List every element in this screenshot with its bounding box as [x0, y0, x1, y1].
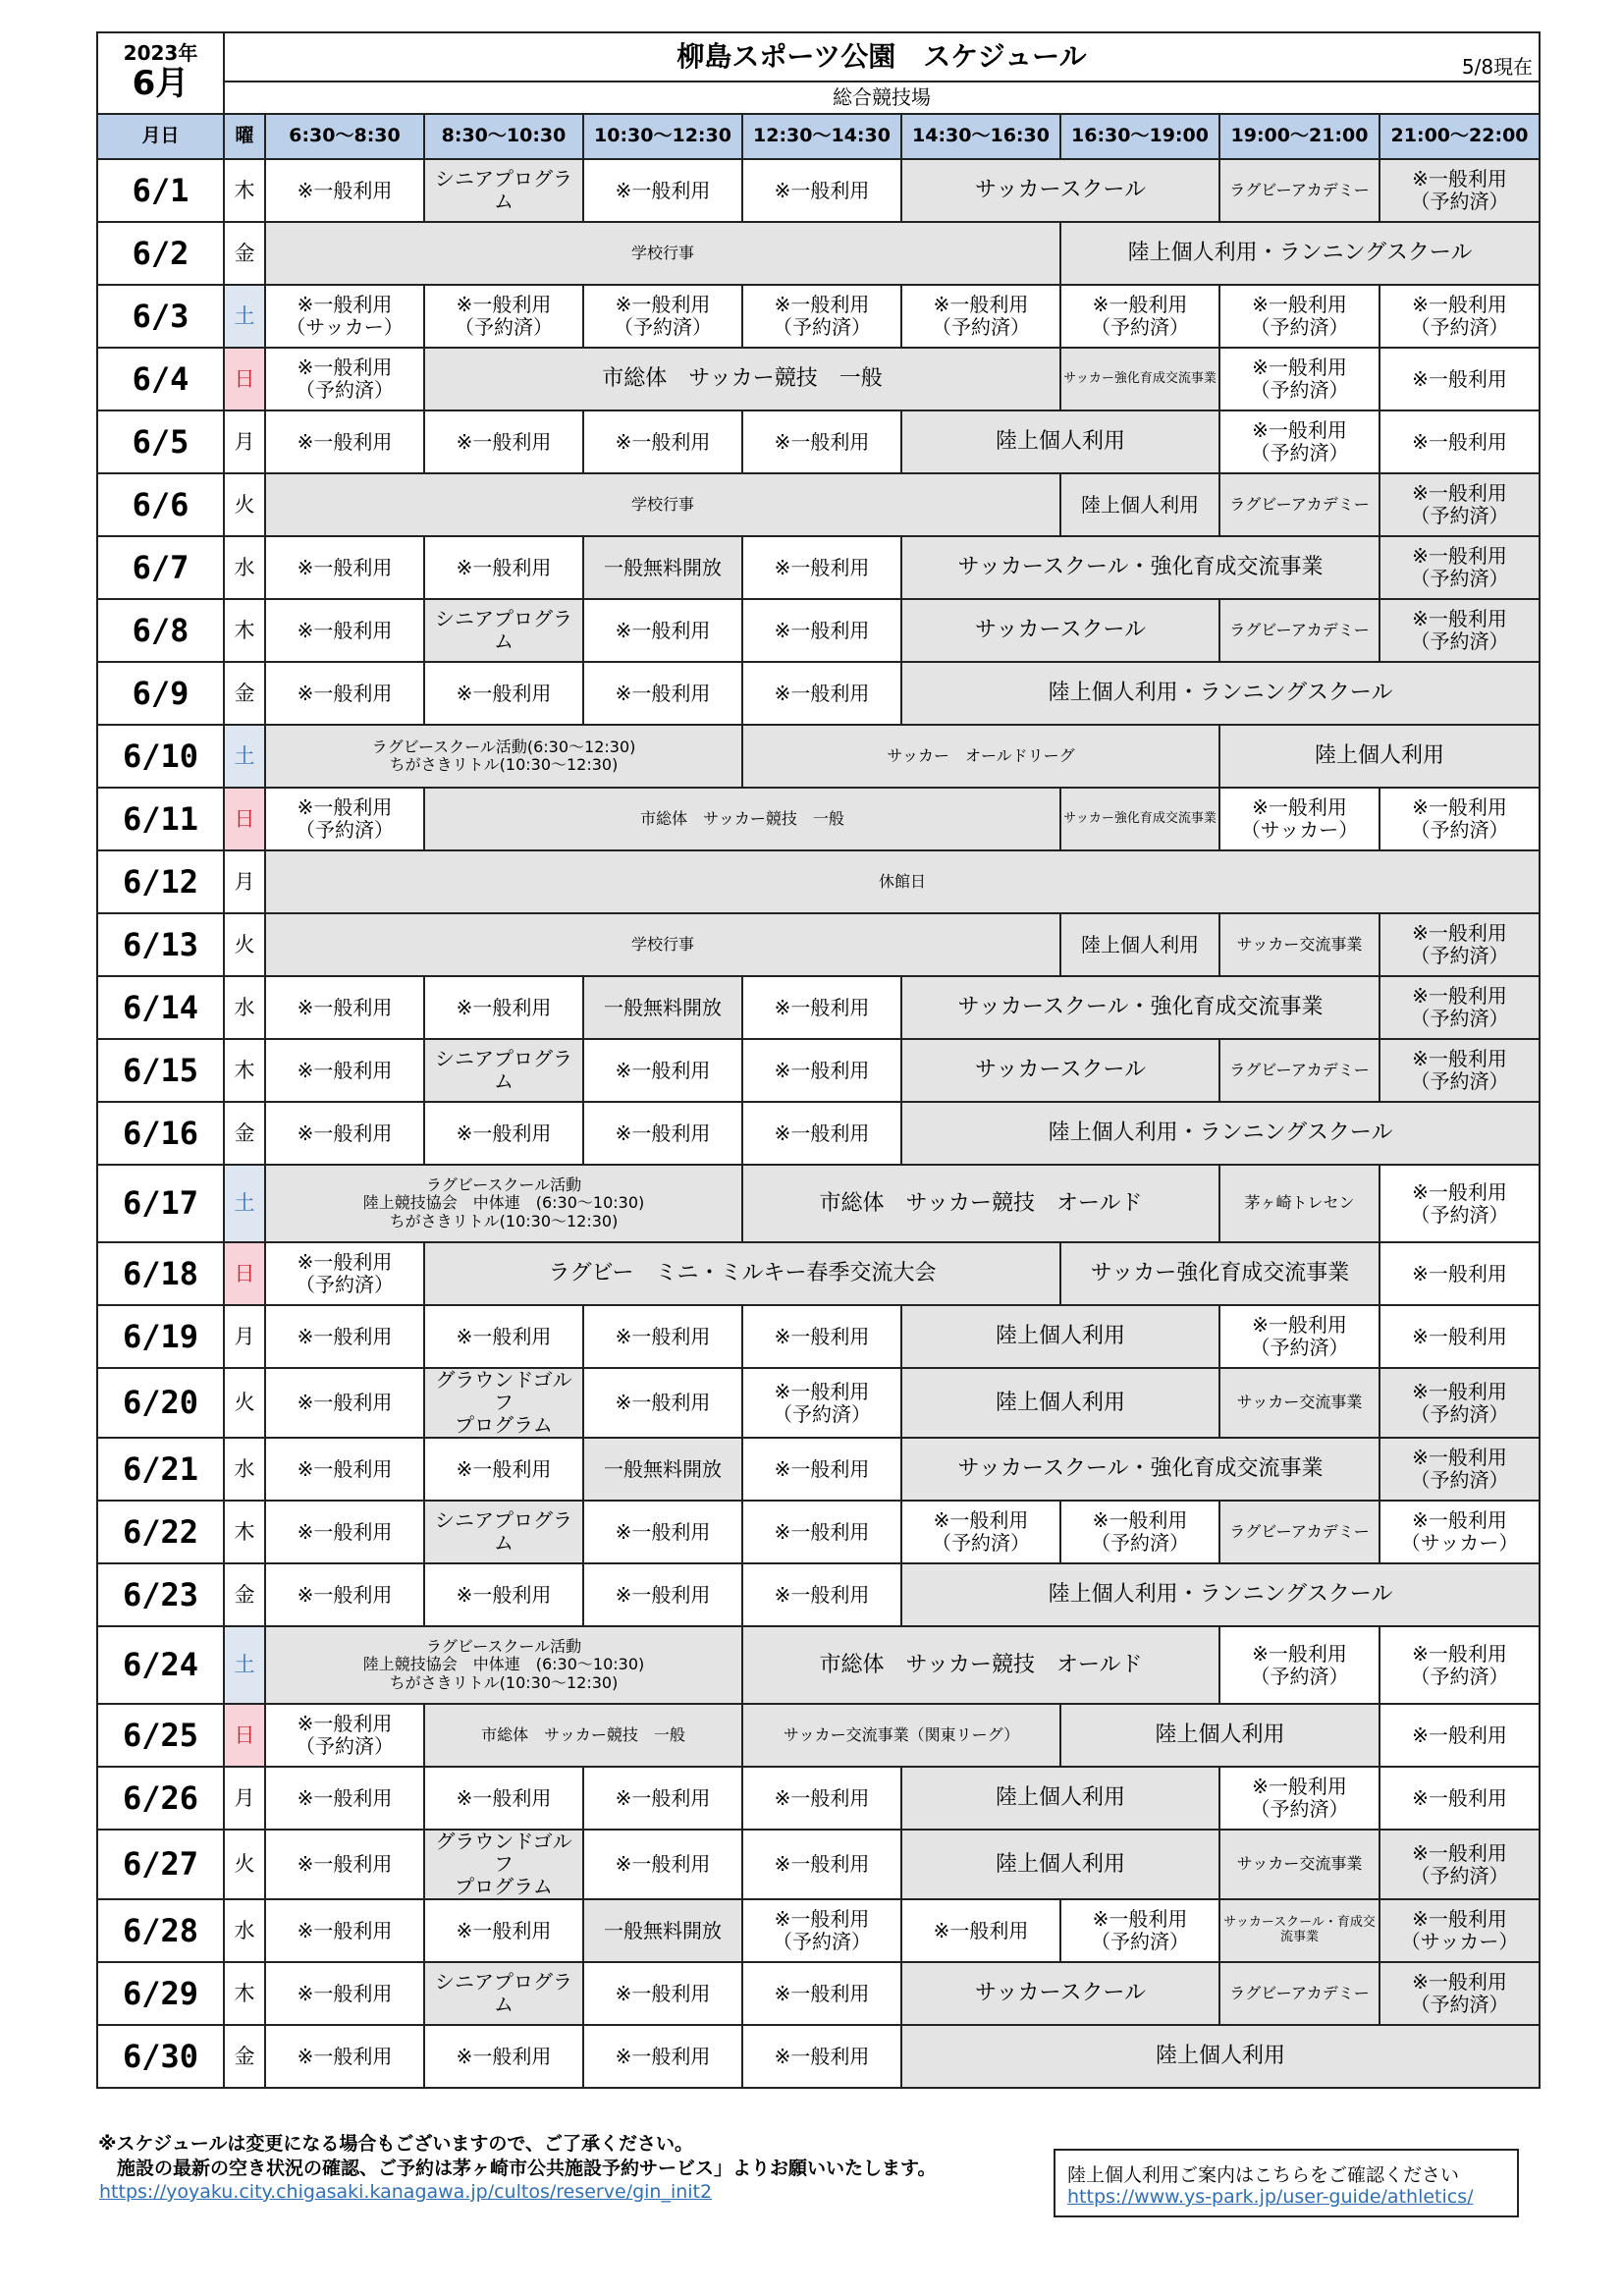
- slot-cell: ※一般利用: [583, 159, 742, 222]
- slot-cell: ※一般利用 （サッカー）: [1380, 1899, 1540, 1962]
- year-label: 2023年: [123, 41, 198, 66]
- weekday-cell: 土: [224, 285, 265, 348]
- slot-cell: ※一般利用 （予約済）: [1060, 285, 1219, 348]
- slot-cell: ラグビーアカデミー: [1219, 599, 1380, 662]
- column-header: 月日: [97, 114, 224, 159]
- schedule-row: [97, 788, 1540, 850]
- slot-cell: ※一般利用: [424, 410, 583, 473]
- slot-cell: ※一般利用 （予約済）: [1219, 285, 1380, 348]
- slot-cell: シニアプログラム: [424, 599, 583, 662]
- schedule-row: [97, 1039, 1540, 1102]
- slot-cell: 茅ヶ崎トレセン: [1219, 1165, 1380, 1242]
- slot-cell: ※一般利用: [1380, 348, 1540, 410]
- slot-cell: ※一般利用: [583, 2025, 742, 2088]
- schedule-row: [97, 1899, 1540, 1962]
- slot-cell: サッカースクール・育成交流事業: [1219, 1899, 1380, 1962]
- weekday-cell: 水: [224, 1438, 265, 1501]
- slot-cell: ※一般利用 （予約済）: [1060, 1899, 1219, 1962]
- slot-cell: 一般無料開放: [583, 1899, 742, 1962]
- slot-cell: 陸上個人利用: [901, 410, 1219, 473]
- date-cell: 6/28: [97, 1899, 224, 1962]
- schedule-row: [97, 662, 1540, 725]
- slot-cell: サッカー交流事業: [1219, 1368, 1380, 1438]
- schedule-row: [97, 1962, 1540, 2025]
- slot-cell: ※一般利用 （予約済）: [1060, 1501, 1219, 1563]
- weekday-cell: 火: [224, 1368, 265, 1438]
- slot-cell: ※一般利用: [583, 1305, 742, 1368]
- column-header: 曜: [224, 114, 265, 159]
- slot-cell: ※一般利用: [742, 1501, 901, 1563]
- schedule-row: [97, 725, 1540, 788]
- date-cell: 6/19: [97, 1305, 224, 1368]
- date-cell: 6/30: [97, 2025, 224, 2088]
- date-cell: 6/23: [97, 1563, 224, 1626]
- weekday-cell: 木: [224, 1039, 265, 1102]
- schedule-row: [97, 348, 1540, 410]
- slot-cell: ラグビーアカデミー: [1219, 1962, 1380, 2025]
- slot-cell: ラグビースクール活動 陸上競技協会 中体連 (6:30～10:30) ちがさきリトル(10:30～12:30): [265, 1626, 742, 1704]
- slot-cell: ※一般利用: [265, 976, 424, 1039]
- slot-cell: ※一般利用: [265, 159, 424, 222]
- slot-cell: サッカースクール: [901, 159, 1219, 222]
- schedule-row: [97, 1305, 1540, 1368]
- schedule-row: [97, 2025, 1540, 2088]
- slot-cell: ※一般利用: [742, 536, 901, 599]
- slot-cell: ※一般利用: [583, 1767, 742, 1830]
- slot-cell: ※一般利用: [265, 1899, 424, 1962]
- slot-cell: ※一般利用: [424, 662, 583, 725]
- schedule-row: [97, 1501, 1540, 1563]
- slot-cell: 一般無料開放: [583, 1438, 742, 1501]
- slot-cell: ※一般利用: [583, 1102, 742, 1165]
- date-cell: 6/25: [97, 1704, 224, 1767]
- slot-cell: サッカースクール: [901, 599, 1219, 662]
- slot-cell: ※一般利用: [742, 1767, 901, 1830]
- slot-cell: 陸上個人利用: [901, 2025, 1540, 2088]
- weekday-cell: 日: [224, 788, 265, 850]
- slot-cell: ※一般利用 （予約済）: [742, 1368, 901, 1438]
- athletics-info-box: [1054, 2149, 1519, 2217]
- date-cell: 6/8: [97, 599, 224, 662]
- schedule-row: [97, 1704, 1540, 1767]
- slot-cell: ※一般利用: [742, 662, 901, 725]
- slot-cell: ※一般利用: [1380, 410, 1540, 473]
- page-title: 柳島スポーツ公園 スケジュール: [676, 39, 1087, 73]
- slot-cell: ※一般利用 （予約済）: [265, 788, 424, 850]
- slot-cell: ※一般利用: [265, 1767, 424, 1830]
- slot-cell: ※一般利用: [742, 1039, 901, 1102]
- weekday-cell: 土: [224, 1165, 265, 1242]
- slot-cell: 陸上個人利用: [1060, 1704, 1380, 1767]
- slot-cell: ※一般利用 （予約済）: [1380, 536, 1540, 599]
- date-cell: 6/10: [97, 725, 224, 788]
- slot-cell: 市総体 サッカー競技 一般: [424, 1704, 742, 1767]
- weekday-cell: 火: [224, 913, 265, 976]
- date-cell: 6/21: [97, 1438, 224, 1501]
- weekday-cell: 火: [224, 473, 265, 536]
- as-of-date: 5/8現在: [1461, 55, 1534, 79]
- slot-cell: ※一般利用: [265, 1039, 424, 1102]
- slot-cell: ※一般利用 （予約済）: [265, 348, 424, 410]
- slot-cell: サッカー強化育成交流事業: [1060, 1242, 1380, 1305]
- slot-cell: ※一般利用: [742, 1830, 901, 1899]
- slot-cell: 陸上個人利用: [1060, 473, 1219, 536]
- slot-cell: 市総体 サッカー競技 一般: [424, 348, 1060, 410]
- slot-cell: サッカースクール: [901, 1039, 1219, 1102]
- schedule-row: [97, 1767, 1540, 1830]
- slot-cell: ※一般利用: [583, 1830, 742, 1899]
- date-cell: 6/2: [97, 222, 224, 285]
- weekday-cell: 木: [224, 159, 265, 222]
- slot-cell: ※一般利用 （サッカー）: [1380, 1501, 1540, 1563]
- slot-cell: ※一般利用: [742, 410, 901, 473]
- slot-cell: サッカースクール・強化育成交流事業: [901, 1438, 1380, 1501]
- slot-cell: 陸上個人利用: [901, 1305, 1219, 1368]
- slot-cell: ※一般利用: [742, 1962, 901, 2025]
- slot-cell: ※一般利用: [742, 2025, 901, 2088]
- schedule-table: [96, 31, 1541, 2089]
- slot-cell: ※一般利用: [583, 662, 742, 725]
- slot-cell: ※一般利用: [1380, 1704, 1540, 1767]
- date-cell: 6/14: [97, 976, 224, 1039]
- slot-cell: ※一般利用: [424, 1767, 583, 1830]
- slot-cell: ※一般利用 （予約済）: [1219, 1305, 1380, 1368]
- slot-cell: ※一般利用: [424, 1102, 583, 1165]
- slot-cell: ※一般利用: [265, 1305, 424, 1368]
- slot-cell: ※一般利用: [742, 159, 901, 222]
- slot-cell: ※一般利用: [424, 1899, 583, 1962]
- schedule-row: [97, 222, 1540, 285]
- column-header: 16:30～19:00: [1060, 114, 1219, 159]
- notice-change: ※スケジュールは変更になる場合もございますので、ご了承ください。: [98, 2133, 693, 2155]
- column-header: 14:30～16:30: [901, 114, 1060, 159]
- athletics-info-text: 陸上個人利用ご案内はこちらをご確認ください: [1067, 2164, 1460, 2186]
- weekday-cell: 水: [224, 976, 265, 1039]
- slot-cell: ※一般利用 （予約済）: [1380, 159, 1540, 222]
- date-cell: 6/24: [97, 1626, 224, 1704]
- slot-cell: ラグビーアカデミー: [1219, 1039, 1380, 1102]
- slot-cell: ※一般利用 （予約済）: [1380, 1438, 1540, 1501]
- slot-cell: サッカー交流事業: [1219, 1830, 1380, 1899]
- slot-cell: サッカースクール・強化育成交流事業: [901, 536, 1380, 599]
- weekday-cell: 木: [224, 1501, 265, 1563]
- slot-cell: ※一般利用: [1380, 1767, 1540, 1830]
- slot-cell: 一般無料開放: [583, 976, 742, 1039]
- slot-cell: ※一般利用 （予約済）: [1219, 410, 1380, 473]
- weekday-cell: 月: [224, 1767, 265, 1830]
- column-header: 12:30～14:30: [742, 114, 901, 159]
- slot-cell: ※一般利用 （予約済）: [1380, 913, 1540, 976]
- slot-cell: ※一般利用 （予約済）: [901, 1501, 1060, 1563]
- column-header: 21:00～22:00: [1380, 114, 1540, 159]
- slot-cell: 陸上個人利用: [901, 1830, 1219, 1899]
- slot-cell: ※一般利用: [583, 1039, 742, 1102]
- slot-cell: ラグビーアカデミー: [1219, 159, 1380, 222]
- slot-cell: サッカー オールドリーグ: [742, 725, 1219, 788]
- slot-cell: グラウンドゴルフ プログラム: [424, 1368, 583, 1438]
- date-cell: 6/11: [97, 788, 224, 850]
- date-cell: 6/1: [97, 159, 224, 222]
- date-cell: 6/4: [97, 348, 224, 410]
- schedule-row: [97, 1563, 1540, 1626]
- schedule-row: [97, 1368, 1540, 1438]
- slot-cell: ※一般利用: [424, 1438, 583, 1501]
- weekday-cell: 月: [224, 410, 265, 473]
- schedule-row: [97, 410, 1540, 473]
- slot-cell: ※一般利用 （予約済）: [1380, 1830, 1540, 1899]
- slot-cell: ※一般利用: [583, 1501, 742, 1563]
- date-cell: 6/29: [97, 1962, 224, 2025]
- date-cell: 6/22: [97, 1501, 224, 1563]
- schedule-row: [97, 1102, 1540, 1165]
- slot-cell: 学校行事: [265, 473, 1060, 536]
- slot-cell: ※一般利用: [265, 1563, 424, 1626]
- slot-cell: 市総体 サッカー競技 オールド: [742, 1165, 1219, 1242]
- weekday-cell: 日: [224, 348, 265, 410]
- column-header: 6:30～8:30: [265, 114, 424, 159]
- slot-cell: ※一般利用: [265, 599, 424, 662]
- column-header: 19:00～21:00: [1219, 114, 1380, 159]
- schedule-row: [97, 473, 1540, 536]
- slot-cell: ラグビーアカデミー: [1219, 473, 1380, 536]
- slot-cell: ※一般利用 （予約済）: [742, 285, 901, 348]
- slot-cell: 一般無料開放: [583, 536, 742, 599]
- slot-cell: ※一般利用: [583, 1368, 742, 1438]
- slot-cell: ※一般利用: [265, 536, 424, 599]
- date-cell: 6/27: [97, 1830, 224, 1899]
- slot-cell: ※一般利用: [583, 410, 742, 473]
- slot-cell: ※一般利用 （予約済）: [1380, 1368, 1540, 1438]
- slot-cell: シニアプログラム: [424, 1039, 583, 1102]
- slot-cell: 陸上個人利用: [1060, 913, 1219, 976]
- slot-cell: ※一般利用 （予約済）: [1380, 1039, 1540, 1102]
- weekday-cell: 金: [224, 1102, 265, 1165]
- slot-cell: ※一般利用: [265, 1501, 424, 1563]
- reservation-link[interactable]: https://yoyaku.city.chigasaki.kanagawa.jp/cultos/reserve/gin_init2: [99, 2181, 713, 2203]
- weekday-cell: 土: [224, 725, 265, 788]
- column-header-row: [97, 114, 1540, 159]
- slot-cell: ※一般利用 （予約済）: [1219, 1767, 1380, 1830]
- slot-cell: サッカー強化育成交流事業: [1060, 788, 1219, 850]
- schedule-row: [97, 536, 1540, 599]
- weekday-cell: 月: [224, 850, 265, 913]
- schedule-row: [97, 285, 1540, 348]
- weekday-cell: 木: [224, 1962, 265, 2025]
- date-cell: 6/12: [97, 850, 224, 913]
- schedule-row: [97, 913, 1540, 976]
- slot-cell: ※一般利用: [742, 1102, 901, 1165]
- slot-cell: ※一般利用 （予約済）: [1380, 599, 1540, 662]
- weekday-cell: 日: [224, 1242, 265, 1305]
- slot-cell: ※一般利用: [583, 1563, 742, 1626]
- slot-cell: ※一般利用: [265, 1102, 424, 1165]
- slot-cell: ※一般利用 （予約済）: [583, 285, 742, 348]
- date-cell: 6/5: [97, 410, 224, 473]
- slot-cell: 陸上個人利用・ランニングスクール: [1060, 222, 1540, 285]
- schedule-row: [97, 976, 1540, 1039]
- year-month-cell: [97, 32, 224, 114]
- slot-cell: ※一般利用: [424, 1563, 583, 1626]
- slot-cell: ※一般利用: [265, 1830, 424, 1899]
- date-cell: 6/18: [97, 1242, 224, 1305]
- title-cell: [224, 32, 1540, 82]
- slot-cell: ※一般利用: [424, 1305, 583, 1368]
- slot-cell: ※一般利用 （予約済）: [1380, 473, 1540, 536]
- slot-cell: ※一般利用 （予約済）: [1380, 1165, 1540, 1242]
- slot-cell: ※一般利用: [1380, 1242, 1540, 1305]
- slot-cell: サッカースクール: [901, 1962, 1219, 2025]
- facility-name: 総合競技場: [224, 82, 1540, 114]
- slot-cell: サッカー交流事業（関東リーグ）: [742, 1704, 1060, 1767]
- slot-cell: ※一般利用: [742, 1438, 901, 1501]
- slot-cell: ※一般利用: [583, 1962, 742, 2025]
- slot-cell: ※一般利用 （予約済）: [1219, 348, 1380, 410]
- slot-cell: シニアプログラム: [424, 1501, 583, 1563]
- slot-cell: ラグビースクール活動(6:30～12:30) ちがさきリトル(10:30～12:30): [265, 725, 742, 788]
- slot-cell: 陸上個人利用: [901, 1368, 1219, 1438]
- slot-cell: ※一般利用: [424, 536, 583, 599]
- slot-cell: ※一般利用: [265, 2025, 424, 2088]
- slot-cell: 学校行事: [265, 913, 1060, 976]
- weekday-cell: 日: [224, 1704, 265, 1767]
- notice-reservation: 施設の最新の空き状況の確認、ご予約は茅ヶ崎市公共施設予約サービス」よりお願いいたします。: [98, 2158, 937, 2179]
- slot-cell: ※一般利用 （予約済）: [1380, 1962, 1540, 2025]
- slot-cell: 休館日: [265, 850, 1540, 913]
- slot-cell: ※一般利用 （予約済）: [1380, 788, 1540, 850]
- slot-cell: 市総体 サッカー競技 オールド: [742, 1626, 1219, 1704]
- slot-cell: 陸上個人利用: [901, 1767, 1219, 1830]
- weekday-cell: 水: [224, 536, 265, 599]
- slot-cell: 陸上個人利用・ランニングスクール: [901, 662, 1540, 725]
- date-cell: 6/9: [97, 662, 224, 725]
- slot-cell: 陸上個人利用: [1219, 725, 1540, 788]
- schedule-row: [97, 1830, 1540, 1899]
- date-cell: 6/20: [97, 1368, 224, 1438]
- slot-cell: ラグビースクール活動 陸上競技協会 中体連 (6:30～10:30) ちがさきリトル(10:30～12:30): [265, 1165, 742, 1242]
- date-cell: 6/3: [97, 285, 224, 348]
- slot-cell: サッカースクール・強化育成交流事業: [901, 976, 1380, 1039]
- slot-cell: シニアプログラム: [424, 159, 583, 222]
- slot-cell: ※一般利用: [1380, 1305, 1540, 1368]
- date-cell: 6/13: [97, 913, 224, 976]
- slot-cell: ※一般利用 （予約済）: [265, 1242, 424, 1305]
- weekday-cell: 金: [224, 662, 265, 725]
- date-cell: 6/6: [97, 473, 224, 536]
- slot-cell: ラグビー ミニ・ミルキー春季交流大会: [424, 1242, 1060, 1305]
- slot-cell: ※一般利用 （予約済）: [742, 1899, 901, 1962]
- schedule-row: [97, 1242, 1540, 1305]
- slot-cell: ※一般利用 （予約済）: [1380, 1626, 1540, 1704]
- schedule-row: [97, 1626, 1540, 1704]
- schedule-row: [97, 599, 1540, 662]
- slot-cell: ※一般利用: [265, 410, 424, 473]
- slot-cell: ラグビーアカデミー: [1219, 1501, 1380, 1563]
- slot-cell: 学校行事: [265, 222, 1060, 285]
- slot-cell: ※一般利用 （サッカー）: [265, 285, 424, 348]
- slot-cell: 陸上個人利用・ランニングスクール: [901, 1102, 1540, 1165]
- slot-cell: ※一般利用: [742, 976, 901, 1039]
- slot-cell: ※一般利用 （サッカー）: [1219, 788, 1380, 850]
- slot-cell: ※一般利用: [265, 662, 424, 725]
- slot-cell: グラウンドゴルフ プログラム: [424, 1830, 583, 1899]
- slot-cell: ※一般利用 （予約済）: [1219, 1626, 1380, 1704]
- slot-cell: ※一般利用 （予約済）: [265, 1704, 424, 1767]
- slot-cell: 市総体 サッカー競技 一般: [424, 788, 1060, 850]
- schedule-row: [97, 1165, 1540, 1242]
- weekday-cell: 金: [224, 2025, 265, 2088]
- slot-cell: ※一般利用: [265, 1438, 424, 1501]
- weekday-cell: 水: [224, 1899, 265, 1962]
- athletics-info-link[interactable]: https://www.ys-park.jp/user-guide/athletics/: [1067, 2186, 1474, 2208]
- date-cell: 6/16: [97, 1102, 224, 1165]
- slot-cell: ※一般利用: [424, 976, 583, 1039]
- slot-cell: ※一般利用 （予約済）: [1380, 285, 1540, 348]
- slot-cell: ※一般利用: [742, 599, 901, 662]
- slot-cell: ※一般利用: [583, 599, 742, 662]
- schedule-row: [97, 850, 1540, 913]
- schedule-row: [97, 1438, 1540, 1501]
- weekday-cell: 土: [224, 1626, 265, 1704]
- slot-cell: サッカー強化育成交流事業: [1060, 348, 1219, 410]
- slot-cell: ※一般利用: [424, 2025, 583, 2088]
- weekday-cell: 木: [224, 599, 265, 662]
- slot-cell: ※一般利用: [901, 1899, 1060, 1962]
- date-cell: 6/15: [97, 1039, 224, 1102]
- slot-cell: ※一般利用: [742, 1563, 901, 1626]
- weekday-cell: 金: [224, 222, 265, 285]
- slot-cell: シニアプログラム: [424, 1962, 583, 2025]
- date-cell: 6/7: [97, 536, 224, 599]
- date-cell: 6/26: [97, 1767, 224, 1830]
- slot-cell: ※一般利用: [742, 1305, 901, 1368]
- column-header: 10:30～12:30: [583, 114, 742, 159]
- slot-cell: ※一般利用 （予約済）: [424, 285, 583, 348]
- slot-cell: ※一般利用: [265, 1368, 424, 1438]
- weekday-cell: 金: [224, 1563, 265, 1626]
- slot-cell: ※一般利用 （予約済）: [1380, 976, 1540, 1039]
- weekday-cell: 火: [224, 1830, 265, 1899]
- slot-cell: ※一般利用 （予約済）: [901, 285, 1060, 348]
- slot-cell: 陸上個人利用・ランニングスクール: [901, 1563, 1540, 1626]
- slot-cell: サッカー交流事業: [1219, 913, 1380, 976]
- weekday-cell: 月: [224, 1305, 265, 1368]
- schedule-row: [97, 159, 1540, 222]
- month-label: 6月: [132, 64, 189, 104]
- date-cell: 6/17: [97, 1165, 224, 1242]
- column-header: 8:30～10:30: [424, 114, 583, 159]
- slot-cell: ※一般利用: [265, 1962, 424, 2025]
